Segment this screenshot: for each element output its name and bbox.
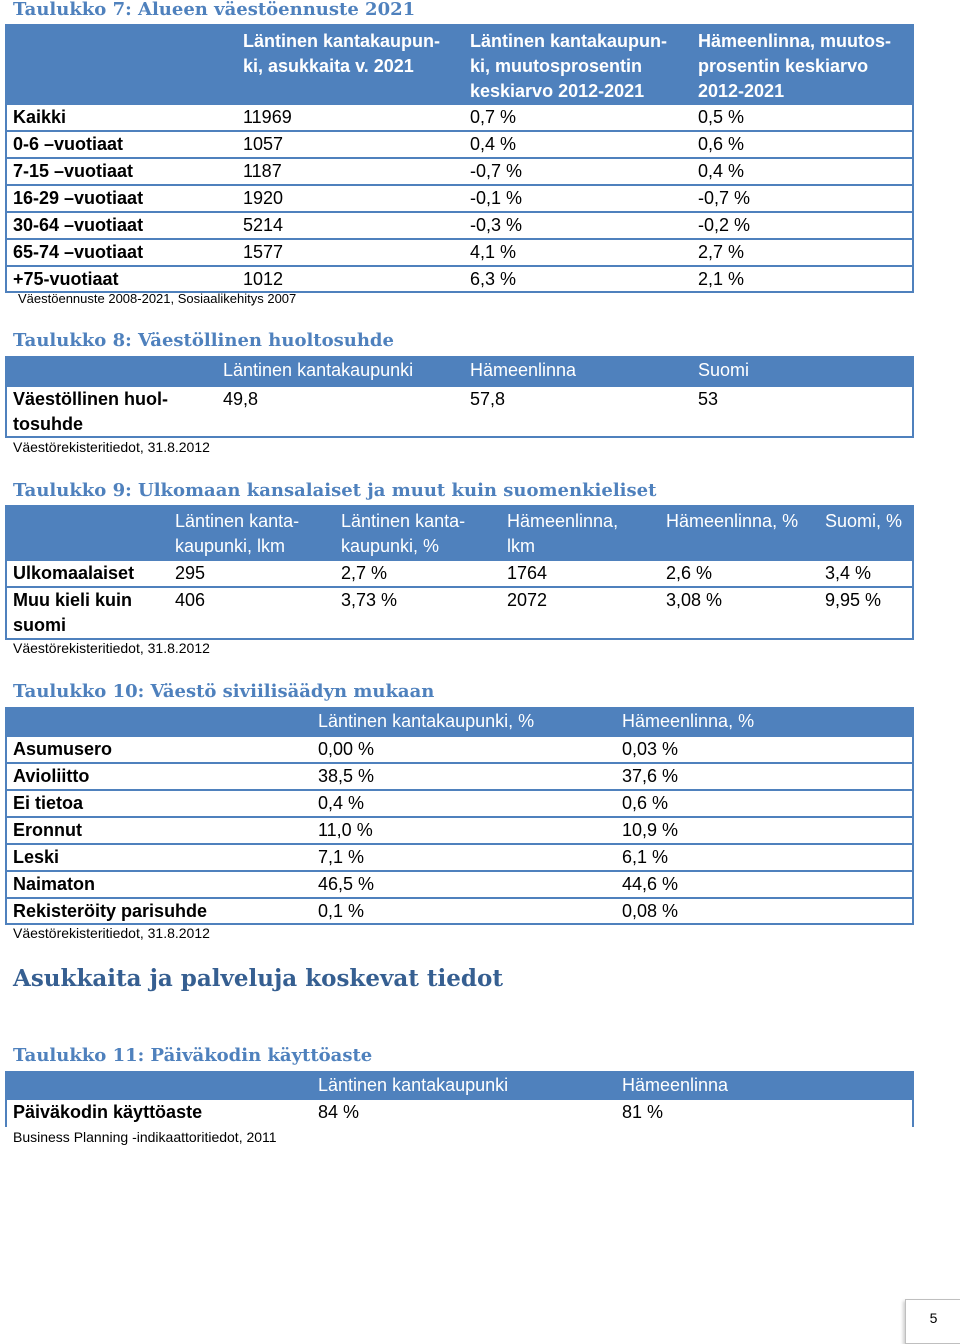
cell-value: 46,5 % <box>318 874 375 894</box>
cell-value: 2,6 % <box>666 563 713 583</box>
cell-value: 3,4 % <box>825 563 872 583</box>
table-9 <box>5 505 914 640</box>
cell-value: 0,00 % <box>318 739 375 759</box>
cell-value: 6,3 % <box>470 269 517 289</box>
table-11-caption: Taulukko 11: Päiväkodin käyttöaste <box>13 1045 373 1066</box>
table-row <box>7 897 912 923</box>
header-line: Läntinen kantakaupun- <box>243 31 441 51</box>
row-label: +75-vuotiaat <box>13 269 119 289</box>
cell-value: 9,95 % <box>825 590 882 610</box>
table-8-header-col: Hämeenlinna <box>470 360 577 380</box>
table-10-source: Väestörekisteritiedot, 31.8.2012 <box>13 925 210 941</box>
table-9-header-col <box>175 509 299 559</box>
row-label: Rekisteröity parisuhde <box>13 901 208 921</box>
row-label: Päiväkodin käyttöaste <box>13 1102 203 1122</box>
table-row <box>7 1100 912 1127</box>
header-line: Hämeenlinna, <box>507 511 619 531</box>
table-11-source: Business Planning -indikaattoritiedot, 2011 <box>13 1129 277 1145</box>
cell-value: 37,6 % <box>622 766 679 786</box>
table-row <box>7 586 912 638</box>
table-11-header-col: Hämeenlinna <box>622 1075 729 1095</box>
row-label: Ulkomaalaiset <box>13 563 135 583</box>
cell-value: 11,0 % <box>318 820 373 840</box>
header-line: ki, asukkaita v. 2021 <box>243 56 414 76</box>
cell-value: 1764 <box>507 563 548 583</box>
cell-value: 0,4 % <box>698 161 745 181</box>
row-label: Leski <box>13 847 60 867</box>
table-9-header-row <box>7 507 912 559</box>
row-label: Kaikki <box>13 107 67 127</box>
table-row <box>7 130 912 157</box>
table-8-source: Väestörekisteritiedot, 31.8.2012 <box>13 439 210 455</box>
table-row <box>7 789 912 816</box>
cell-value: -0,2 % <box>698 215 751 235</box>
cell-value: 2,7 % <box>341 563 388 583</box>
table-row <box>7 735 912 762</box>
table-8-header-col: Suomi <box>698 360 750 380</box>
table-7-caption: Taulukko 7: Alueen väestöennuste 2021 <box>13 0 416 20</box>
cell-value: 295 <box>175 563 206 583</box>
row-label: Asumusero <box>13 739 113 759</box>
header-line: Läntinen kantakaupun- <box>470 31 668 51</box>
table-row <box>7 184 912 211</box>
row-label: 7-15 –vuotiaat <box>13 161 134 181</box>
cell-value: 2072 <box>507 590 548 610</box>
cell-value: 0,03 % <box>622 739 679 759</box>
header-line: ki, muutosprosentin <box>470 56 643 76</box>
cell-value: 0,7 % <box>470 107 517 127</box>
table-8-caption: Taulukko 8: Väestöllinen huoltosuhde <box>13 330 394 351</box>
row-label: 16-29 –vuotiaat <box>13 188 144 208</box>
table-9-header-col <box>825 509 902 534</box>
cell-value: 1057 <box>243 134 284 154</box>
cell-value: 7,1 % <box>318 847 365 867</box>
table-row <box>7 816 912 843</box>
table-8-header-col: Läntinen kantakaupunki <box>223 360 414 380</box>
cell-value: 81 % <box>622 1102 664 1122</box>
table-10-caption: Taulukko 10: Väestö siviilisäädyn mukaan <box>13 681 435 702</box>
cell-value: -0,1 % <box>470 188 523 208</box>
cell-value: -0,7 % <box>698 188 751 208</box>
header-line: Suomi, % <box>825 511 903 531</box>
section-heading: Asukkaita ja palveluja koskevat tiedot <box>13 965 503 992</box>
label-line: tosuhde <box>13 414 83 434</box>
label-line: Muu kieli kuin <box>13 590 133 610</box>
table-7 <box>5 24 914 293</box>
cell-value: 0,08 % <box>622 901 679 921</box>
cell-value: 0,1 % <box>318 901 365 921</box>
table-10-header-col: Läntinen kantakaupunki, % <box>318 711 535 731</box>
header-line: Hämeenlinna, muutos- <box>698 31 892 51</box>
page-number-box <box>905 1299 960 1344</box>
header-line: 2012-2021 <box>698 81 785 101</box>
row-label: 0-6 –vuotiaat <box>13 134 124 154</box>
row-label: 65-74 –vuotiaat <box>13 242 144 262</box>
cell-value: 0,4 % <box>470 134 517 154</box>
table-7-header-row <box>7 26 912 103</box>
table-9-header-col <box>341 509 465 559</box>
table-7-source: Väestöennuste 2008-2021, Sosiaalikehitys 2007 <box>18 291 297 306</box>
cell-value: 406 <box>175 590 206 610</box>
table-row <box>7 157 912 184</box>
table-row <box>7 265 912 291</box>
table-10-header-col: Hämeenlinna, % <box>622 711 755 731</box>
cell-value: 0,5 % <box>698 107 745 127</box>
table-7-header-col1 <box>243 29 440 79</box>
cell-value: 44,6 % <box>622 874 679 894</box>
table-row <box>7 103 912 130</box>
table-row <box>7 843 912 870</box>
cell-value: 3,08 % <box>666 590 723 610</box>
row-label: Ei tietoa <box>13 793 84 813</box>
cell-value: 2,1 % <box>698 269 745 289</box>
table-8 <box>5 356 914 438</box>
page-number: 5 <box>929 1310 938 1326</box>
table-row <box>7 559 912 586</box>
cell-value: 0,4 % <box>318 793 365 813</box>
table-11-header-col: Läntinen kantakaupunki <box>318 1075 509 1095</box>
table-row <box>7 211 912 238</box>
cell-value: 6,1 % <box>622 847 669 867</box>
header-line: Läntinen kanta- <box>175 511 300 531</box>
row-label <box>13 588 132 638</box>
table-10 <box>5 707 914 925</box>
cell-value: 2,7 % <box>698 242 745 262</box>
cell-value: -0,3 % <box>470 215 523 235</box>
table-7-header-col2 <box>470 29 667 104</box>
cell-value: 57,8 <box>470 389 506 409</box>
header-line: prosentin keskiarvo <box>698 56 869 76</box>
table-row <box>7 870 912 897</box>
row-label: 30-64 –vuotiaat <box>13 215 144 235</box>
cell-value: 1187 <box>243 161 282 181</box>
table-9-header-col <box>666 509 798 534</box>
cell-value: 49,8 <box>223 389 259 409</box>
row-label: Naimaton <box>13 874 96 894</box>
cell-value: 4,1 % <box>470 242 517 262</box>
cell-value: 0,6 % <box>698 134 745 154</box>
cell-value: 5214 <box>243 215 284 235</box>
cell-value: 0,6 % <box>622 793 669 813</box>
table-row <box>7 762 912 789</box>
header-line: keskiarvo 2012-2021 <box>470 81 645 101</box>
cell-value: 1012 <box>243 269 284 289</box>
cell-value: 1577 <box>243 242 284 262</box>
header-line: lkm <box>507 536 535 556</box>
table-9-header-col <box>507 509 618 559</box>
label-line: suomi <box>13 615 67 635</box>
table-11-header-row <box>7 1073 912 1100</box>
table-row <box>7 238 912 265</box>
row-label <box>13 387 168 437</box>
label-line: Väestöllinen huol- <box>13 389 169 409</box>
row-label: Avioliitto <box>13 766 90 786</box>
cell-value: 11969 <box>243 107 292 127</box>
table-10-header-row <box>7 709 912 735</box>
cell-value: 53 <box>698 389 719 409</box>
row-label: Eronnut <box>13 820 82 840</box>
table-7-header-col3 <box>698 29 891 104</box>
table-row <box>7 385 912 436</box>
cell-value: -0,7 % <box>470 161 523 181</box>
table-9-caption: Taulukko 9: Ulkomaan kansalaiset ja muut kuin suomenkieliset <box>13 480 657 501</box>
cell-value: 3,73 % <box>341 590 398 610</box>
table-11 <box>5 1071 914 1127</box>
header-line: Läntinen kanta- <box>341 511 466 531</box>
cell-value: 38,5 % <box>318 766 375 786</box>
cell-value: 84 % <box>318 1102 360 1122</box>
header-line: kaupunki, lkm <box>175 536 286 556</box>
cell-value: 1920 <box>243 188 284 208</box>
header-line: Hämeenlinna, % <box>666 511 799 531</box>
table-8-header-row <box>7 358 912 385</box>
table-9-source: Väestörekisteritiedot, 31.8.2012 <box>13 640 210 656</box>
cell-value: 10,9 % <box>622 820 679 840</box>
header-line: kaupunki, % <box>341 536 440 556</box>
